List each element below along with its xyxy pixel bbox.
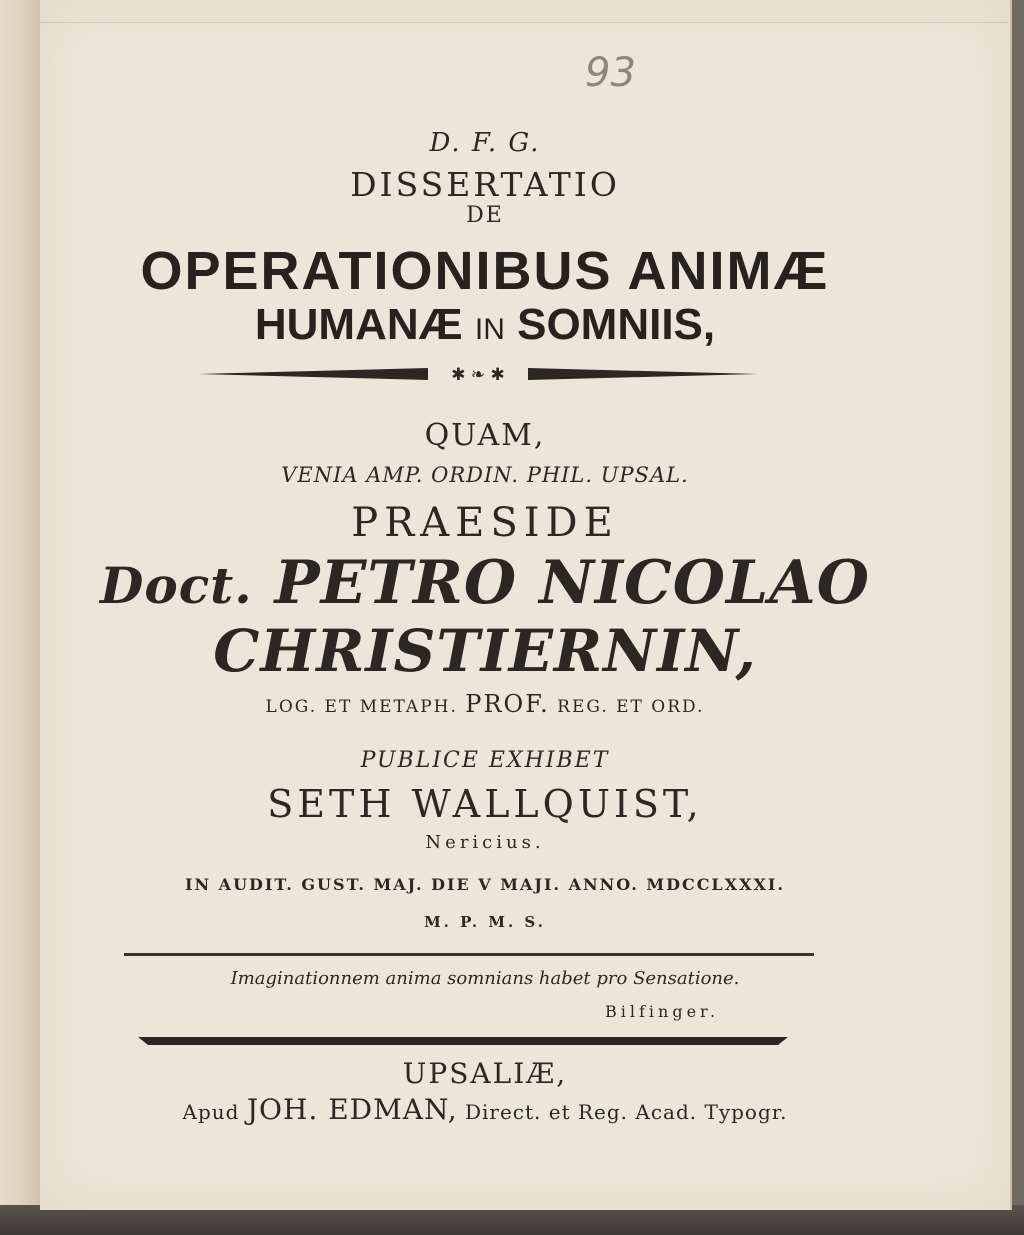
venue-date-line: IN AUDIT. GUST. MAJ. DIE V MAJI. ANNO. MDCCLXXXI.: [185, 875, 785, 894]
imprint-printer: JOH. EDMAN,: [246, 1093, 458, 1126]
title-page: [40, 0, 1012, 1210]
praeses-title: [40, 690, 930, 718]
ornament-left-bar: [198, 368, 428, 380]
motto-text: Imaginationnem anima somnians habet pro Sensatione.: [230, 968, 740, 989]
praeses-title-prof: PROF.: [465, 690, 550, 718]
praeses-name-line-2: CHRISTIERNIN,: [213, 617, 757, 685]
ornament-center-glyphs: ✱ ❧ ✱: [451, 365, 505, 385]
ornament-rule-bottom: [138, 1034, 788, 1048]
quam: QUAM,: [424, 418, 546, 453]
praeses-title-b: REG. ET ORD.: [557, 697, 705, 717]
previous-page-edge: [0, 0, 43, 1215]
page-top-rule: [40, 22, 1008, 23]
respondens-name: SETH WALLQUIST,: [267, 782, 703, 826]
praeses-name-1: PETRO NICOLAO: [274, 548, 870, 618]
imprint-rest: Direct. et Reg. Acad. Typogr.: [464, 1100, 788, 1124]
ornament-rule-top: [198, 362, 758, 386]
praeses-title-a: LOG. ET METAPH.: [265, 697, 458, 717]
mpms-line: M. P. M. S.: [424, 913, 546, 931]
title-humanae: HUMANÆ: [254, 300, 463, 349]
imprint-apud: Apud: [182, 1100, 240, 1124]
imprint-city: UPSALIÆ,: [402, 1057, 568, 1090]
ornament-right-bar: [528, 368, 758, 380]
praeses-doct: Doct.: [100, 556, 253, 615]
title-line-2: [40, 300, 930, 350]
praeside-heading: PRAESIDE: [351, 500, 619, 546]
praeses-name-line-1: [40, 548, 930, 618]
motto-author: Bilfinger.: [605, 1002, 720, 1021]
title-line-1: OPERATIONIBUS ANIMÆ: [140, 241, 830, 301]
folio-number: 93: [585, 50, 636, 96]
dissertatio-heading: DISSERTATIO: [350, 165, 620, 204]
ornament-bottom-bar: [138, 1037, 788, 1045]
respondens-origin: Nericius.: [425, 832, 545, 853]
title-somniis: SOMNIIS,: [517, 300, 716, 349]
de-heading: DE: [466, 203, 504, 228]
imprint-line: [40, 1093, 930, 1126]
publice-exhibet: PUBLICE EXHIBET: [360, 748, 610, 773]
dfg-invocation: D. F. G.: [429, 128, 541, 158]
motto-top-rule: [124, 953, 814, 956]
venia-line: VENIA AMP. ORDIN. PHIL. UPSAL.: [281, 463, 689, 487]
title-in: IN: [474, 313, 505, 346]
